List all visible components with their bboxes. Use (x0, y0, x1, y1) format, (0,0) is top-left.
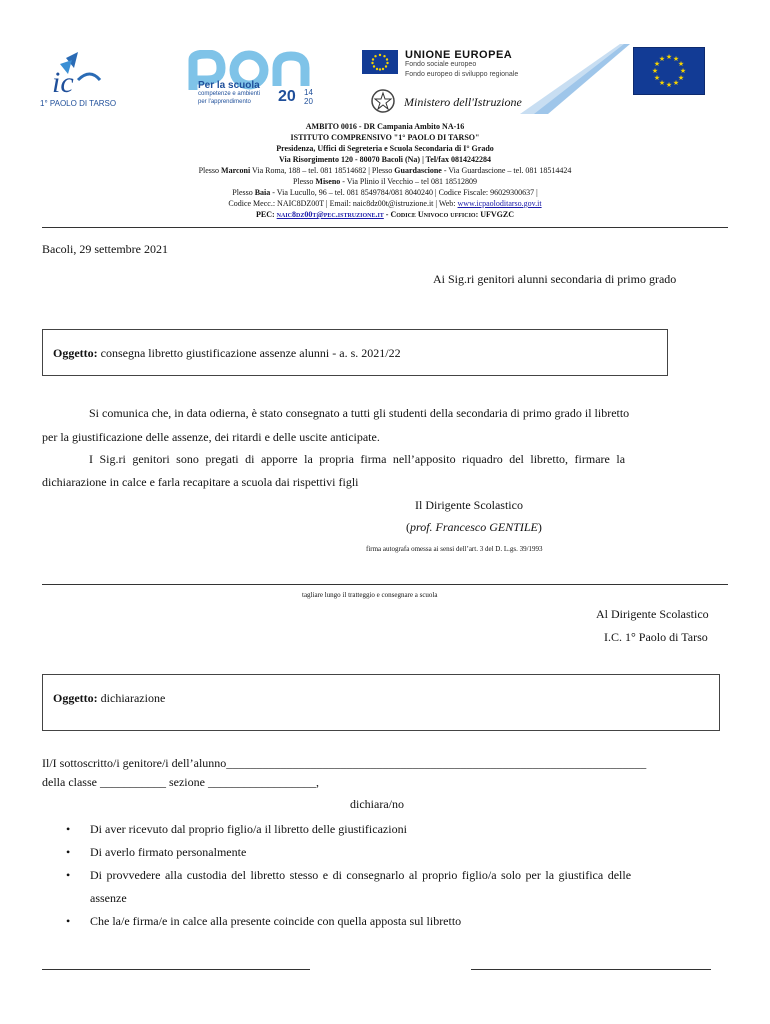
emblem-graphic (370, 88, 396, 114)
svg-text:★: ★ (653, 74, 661, 82)
header-line-contacts (0, 198, 770, 209)
pon-years (278, 88, 296, 106)
header-line-ambito: AMBITO 0016 - DR Campania Ambito NA-16 (305, 122, 465, 131)
decorative-stripe (520, 44, 630, 114)
eu-title: UNIONE EUROPEA (405, 49, 513, 61)
contacts-text: Codice Mecc.: NAIC8DZ00T | Email: naic8dz00t@istruzione.it | Web: (228, 199, 458, 208)
eu-flag-large-icon (633, 47, 705, 95)
svg-text:★: ★ (653, 60, 661, 68)
plesso-marconi-details: Via Roma, 188 – tel. 081 18514682 | Plesso (250, 166, 395, 175)
plesso-prefix: Plesso (292, 177, 316, 186)
eu-text-block (405, 50, 518, 80)
plesso-guardascione: Guardascione (394, 166, 442, 175)
bullet-2: Di averlo firmato personalmente (90, 845, 247, 859)
letter-subject (53, 345, 401, 361)
signer-paren-close: ) (537, 520, 542, 534)
eu-stars-large (634, 48, 704, 94)
header-line-school-name: ISTITUTO COMPRENSIVO "1° PAOLO DI TARSO" (290, 133, 480, 142)
header-divider (42, 227, 728, 228)
plesso-miseno: Miseno (315, 177, 341, 186)
svg-text:ic: ic (52, 66, 74, 99)
pec-label: PEC: (255, 210, 277, 219)
eu-line1: Fondo sociale europeo (405, 61, 477, 68)
form-parent-line[interactable]: Il/I sottoscritto/i genitore/i dell’alunno______________________________________________________________________ (42, 756, 647, 770)
school-logo-caption: 1° PAOLO DI TARSO (40, 99, 117, 108)
subject-text: consegna libretto giustificazione assenze alunni - a. s. 2021/22 (97, 346, 401, 360)
plesso-baia: Baia (254, 188, 271, 197)
header-line-plessi-3 (0, 187, 770, 198)
signature-line-left[interactable] (42, 969, 310, 970)
plesso-prefix: Plesso (198, 166, 222, 175)
header-line-address: Via Risorgimento 120 - 80070 Bacoli (Na) | Tel/fax 0814242284 (279, 155, 491, 164)
svg-text:★: ★ (651, 67, 659, 75)
website-link[interactable]: www.icpaoloditarso.gov.it (457, 199, 542, 208)
svg-text:★: ★ (679, 67, 687, 75)
letter-date: Bacoli, 29 settembre 2021 (42, 242, 168, 256)
signature-note: firma autografa omessa ai sensi dell’art. 3 del D. L.gs. 39/1993 (366, 545, 543, 553)
republic-emblem-icon (370, 88, 396, 114)
signer-title: Il Dirigente Scolastico (415, 498, 523, 512)
para1-line2: per la giustificazione delle assenze, dei ritardi e delle uscite anticipate. (42, 430, 380, 444)
bullet-2-marker: • (66, 845, 71, 859)
codice-univoco: - Codice Univoco ufficio: UFVGZC (383, 210, 515, 219)
form-declares: dichiara/no (350, 797, 404, 811)
svg-text:★: ★ (658, 55, 666, 63)
eu-line2: Fondo europeo di sviluppo regionale (405, 71, 519, 78)
signer-paren-open: ( (406, 520, 410, 534)
pon-caption-line3: per l'apprendimento (198, 99, 251, 105)
svg-text:★: ★ (658, 79, 666, 87)
plesso-prefix: Plesso (232, 188, 255, 197)
header-line-plessi-1 (0, 165, 770, 176)
svg-text:★: ★ (672, 79, 680, 87)
letter-recipient: Ai Sig.ri genitori alunni secondaria di primo grado (433, 272, 677, 286)
pon-caption-line2: competenze e ambienti (198, 91, 261, 97)
school-header (0, 121, 770, 220)
bullet-3: Di provvedere alla custodia del libretto stesso e di consegnarlo al proprio figlio/a solo per la giustifica delle (90, 868, 632, 882)
header-line-offices: Presidenza, Uffici di Segreteria e Scuola Secondaria di I° Grado (276, 144, 494, 153)
ministry-name: Ministero dell'Istruzione (404, 95, 522, 109)
form-recipient-line2: I.C. 1° Paolo di Tarso (604, 630, 708, 644)
para2-line2: dichiarazione in calce e farla recapitare a scuola dai rispettivi figli (42, 475, 359, 489)
pec-link[interactable]: naic8dz00t@pec.istruzione.it (276, 210, 384, 219)
signer-name-line (406, 519, 542, 535)
pon-year-14: 14 (304, 88, 313, 97)
signer-name: prof. Francesco GENTILE (410, 520, 538, 534)
bullet-3-marker: • (66, 868, 71, 882)
subject-label: Oggetto: (53, 346, 98, 360)
form-subject-text: dichiarazione (97, 691, 166, 705)
plesso-guardascione-details: - Via Guardascione – tel. 081 18514424 (441, 166, 572, 175)
header-line-pec (0, 209, 770, 220)
plesso-marconi: Marconi (221, 166, 251, 175)
bullet-4-marker: • (66, 914, 71, 928)
pon-year-20a: 20 (278, 88, 296, 105)
pon-caption (198, 82, 260, 106)
cut-line (42, 584, 728, 585)
plesso-baia-details: - Via Lucullo, 96 – tel. 081 8549784/081 8040240 | Codice Fiscale: 96029300637 | (270, 188, 538, 197)
signature-line-right[interactable] (471, 969, 711, 970)
pon-caption-line1: Per la scuola (198, 80, 260, 91)
bullet-4: Che la/e firma/e in calce alla presente coincide con quella apposta sul libretto (90, 914, 462, 928)
cut-note: tagliare lungo il tratteggio e consegnare a scuola (302, 591, 438, 599)
svg-text:★: ★ (677, 60, 685, 68)
svg-text:★: ★ (665, 53, 673, 61)
para1-line1: Si comunica che, in data odierna, è stato consegnato a tutti gli studenti della secondaria di primo grado il libretto (89, 406, 630, 420)
pon-years-small (304, 88, 313, 106)
svg-text:★: ★ (672, 55, 680, 63)
header-line-plessi-2 (0, 176, 770, 187)
form-recipient-line1: Al Dirigente Scolastico (596, 607, 709, 621)
bullet-1-marker: • (66, 822, 71, 836)
eu-stars-small (362, 50, 398, 74)
svg-text:★: ★ (677, 74, 685, 82)
bullet-3-continued: assenze (90, 891, 127, 905)
bullet-1: Di aver ricevuto dal proprio figlio/a il libretto delle giustificazioni (90, 822, 407, 836)
form-subject-label: Oggetto: (53, 691, 98, 705)
para2-line1: I Sig.ri genitori sono pregati di apporre la propria firma nell’apposito riquadro del libretto, firmare la (89, 452, 626, 466)
stripe-graphic (520, 44, 630, 114)
pon-year-20b: 20 (304, 97, 313, 106)
form-class-line[interactable]: della classe ___________ sezione __________________, (42, 775, 319, 789)
eu-flag-icon (362, 50, 398, 74)
form-subject (53, 690, 165, 706)
plesso-miseno-details: - Via Plinio il Vecchio – tel 081 18512809 (340, 177, 478, 186)
svg-text:★: ★ (665, 81, 673, 89)
